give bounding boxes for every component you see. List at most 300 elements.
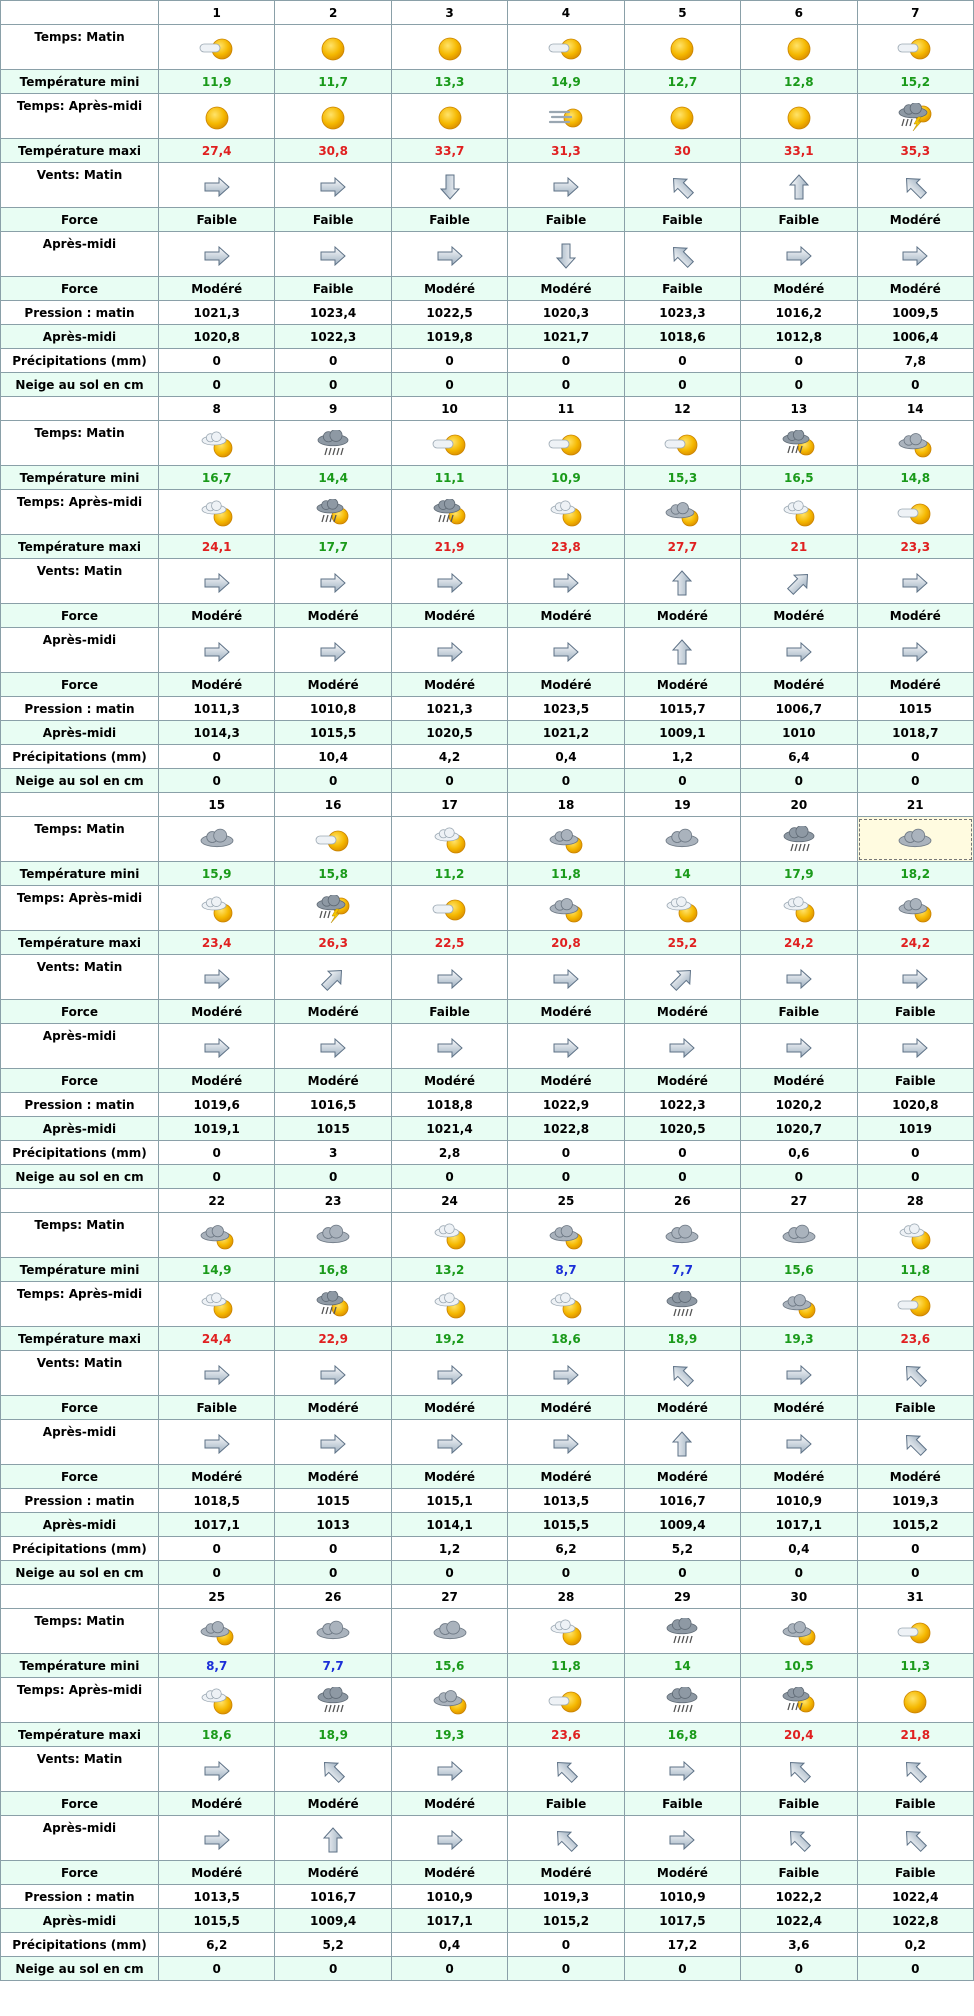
wind-morning-cell <box>391 163 507 208</box>
pressure-morning: 1015 <box>857 697 973 721</box>
wind-afternoon-cell <box>159 1420 275 1465</box>
arrow-east-icon <box>431 1033 469 1063</box>
wind-force-afternoon: Modéré <box>741 673 857 697</box>
arrow-east-icon <box>663 1756 701 1786</box>
day-number: 7 <box>857 1 973 25</box>
weather-afternoon-cell <box>508 1678 624 1723</box>
pressure-morning: 1021,3 <box>391 697 507 721</box>
wind-force-afternoon: Modéré <box>275 1861 391 1885</box>
weather-afternoon-cell <box>275 1282 391 1327</box>
vents-am-label: Après-midi <box>1 1816 159 1861</box>
wind-afternoon-cell <box>275 1816 391 1861</box>
arrow-northwest-icon <box>663 172 701 202</box>
wind-afternoon-cell <box>159 1024 275 1069</box>
precipitation: 0 <box>159 1537 275 1561</box>
temp-maxi-label: Température maxi <box>1 139 159 163</box>
rain-sun-icon <box>780 1687 818 1717</box>
cloud-sun-icon <box>547 1291 585 1321</box>
arrow-east-icon <box>547 172 585 202</box>
week-header-spacer <box>1 793 159 817</box>
cloud-sun-icon <box>780 895 818 925</box>
arrow-east-icon <box>547 568 585 598</box>
wind-force-morning: Faible <box>159 208 275 232</box>
day-number: 18 <box>508 793 624 817</box>
sun-icon <box>431 103 469 133</box>
precipitation: 17,2 <box>624 1933 740 1957</box>
force-label: Force <box>1 1000 159 1024</box>
arrow-northwest-icon <box>547 1825 585 1855</box>
sun-icon <box>780 34 818 64</box>
day-number: 28 <box>508 1585 624 1609</box>
wind-force-morning: Modéré <box>741 1396 857 1420</box>
dark-cloud-sun-icon <box>547 826 585 856</box>
wind-afternoon-cell <box>275 628 391 673</box>
wind-force-afternoon: Modéré <box>159 673 275 697</box>
weather-morning-cell <box>159 1213 275 1258</box>
wind-morning-cell <box>857 1747 973 1792</box>
weather-morning-cell <box>159 421 275 466</box>
weather-afternoon-cell <box>624 1282 740 1327</box>
pressure-afternoon: 1009,4 <box>624 1513 740 1537</box>
sun-icon <box>896 1687 934 1717</box>
day-number: 14 <box>857 397 973 421</box>
arrow-east-icon <box>547 964 585 994</box>
precipitation: 1,2 <box>624 745 740 769</box>
temps-am-label: Temps: Après-midi <box>1 1678 159 1723</box>
wind-force-afternoon: Faible <box>741 1861 857 1885</box>
force-label: Force <box>1 277 159 301</box>
dark-cloud-icon <box>314 1222 352 1252</box>
wind-force-morning: Modéré <box>391 1792 507 1816</box>
dark-cloud-sun-icon <box>547 895 585 925</box>
pressure-afternoon: 1019 <box>857 1117 973 1141</box>
wind-morning-cell <box>159 1351 275 1396</box>
wind-force-morning: Modéré <box>508 1396 624 1420</box>
weather-afternoon-cell <box>741 1678 857 1723</box>
cloud-sun-icon <box>431 1222 469 1252</box>
arrow-east-icon <box>547 637 585 667</box>
pressure-morning: 1019,6 <box>159 1093 275 1117</box>
wind-force-morning: Modéré <box>857 604 973 628</box>
wind-force-afternoon: Modéré <box>275 673 391 697</box>
precipitation: 0,4 <box>391 1933 507 1957</box>
weather-afternoon-cell <box>275 1678 391 1723</box>
wind-force-afternoon: Modéré <box>275 1069 391 1093</box>
pressure-morning: 1010,9 <box>741 1489 857 1513</box>
cloud-sun-icon <box>431 1291 469 1321</box>
pressure-morning: 1006,7 <box>741 697 857 721</box>
pressure-morning: 1015,1 <box>391 1489 507 1513</box>
wind-morning-cell <box>275 955 391 1000</box>
pressure-morning: 1018,5 <box>159 1489 275 1513</box>
pressure-afternoon: 1017,1 <box>391 1909 507 1933</box>
temp-max-value: 23,6 <box>508 1723 624 1747</box>
wind-force-morning: Modéré <box>624 604 740 628</box>
dark-cloud-sun-icon <box>663 499 701 529</box>
wind-afternoon-cell <box>624 1024 740 1069</box>
rain-icon <box>663 1687 701 1717</box>
wind-force-afternoon: Modéré <box>391 277 507 301</box>
partly-sunny-icon <box>431 895 469 925</box>
temp-mini-label: Température mini <box>1 1258 159 1282</box>
weather-morning-cell <box>741 817 857 862</box>
pressure-morning: 1010,9 <box>624 1885 740 1909</box>
weather-morning-cell <box>508 421 624 466</box>
temp-max-value: 33,1 <box>741 139 857 163</box>
weather-morning-cell <box>391 1213 507 1258</box>
wind-afternoon-cell <box>857 1024 973 1069</box>
temp-min-value: 15,6 <box>741 1258 857 1282</box>
arrow-east-icon <box>780 241 818 271</box>
pressure-afternoon: 1018,6 <box>624 325 740 349</box>
precipitation: 0 <box>508 1141 624 1165</box>
cloud-sun-icon <box>663 895 701 925</box>
temp-min-value: 16,5 <box>741 466 857 490</box>
wind-afternoon-cell <box>391 628 507 673</box>
wind-force-afternoon: Modéré <box>624 1465 740 1489</box>
wind-force-afternoon: Modéré <box>508 673 624 697</box>
snow-depth: 0 <box>508 769 624 793</box>
arrow-northeast-icon <box>663 964 701 994</box>
wind-force-afternoon: Modéré <box>624 673 740 697</box>
day-number: 4 <box>508 1 624 25</box>
sun-icon <box>663 103 701 133</box>
arrow-north-icon <box>663 568 701 598</box>
pressure-afternoon: 1015,5 <box>275 721 391 745</box>
day-number: 9 <box>275 397 391 421</box>
wind-afternoon-cell <box>159 1816 275 1861</box>
precipitation: 0 <box>857 1141 973 1165</box>
temp-min-value: 15,3 <box>624 466 740 490</box>
temp-min-value: 7,7 <box>275 1654 391 1678</box>
weather-morning-cell <box>391 1609 507 1654</box>
wind-force-afternoon: Modéré <box>508 1465 624 1489</box>
temp-min-value: 17,9 <box>741 862 857 886</box>
wind-force-morning: Faible <box>741 1792 857 1816</box>
day-number: 5 <box>624 1 740 25</box>
partly-sunny-icon <box>663 430 701 460</box>
temp-min-value: 16,7 <box>159 466 275 490</box>
temp-max-value: 23,3 <box>857 535 973 559</box>
temp-min-value: 18,2 <box>857 862 973 886</box>
pressure-morning: 1022,9 <box>508 1093 624 1117</box>
vents-am-label: Après-midi <box>1 1420 159 1465</box>
dark-cloud-sun-icon <box>896 895 934 925</box>
temp-max-value: 21 <box>741 535 857 559</box>
pressure-morning: 1022,4 <box>857 1885 973 1909</box>
wind-afternoon-cell <box>508 232 624 277</box>
pressure-afternoon: 1020,7 <box>741 1117 857 1141</box>
snow-depth: 0 <box>741 1957 857 1981</box>
pressure-afternoon: 1019,1 <box>159 1117 275 1141</box>
arrow-east-icon <box>431 964 469 994</box>
arrow-north-icon <box>314 1825 352 1855</box>
day-number: 25 <box>508 1189 624 1213</box>
vents-matin-label: Vents: Matin <box>1 955 159 1000</box>
weather-afternoon-cell <box>624 886 740 931</box>
temps-matin-label: Temps: Matin <box>1 1213 159 1258</box>
dark-cloud-icon <box>431 1618 469 1648</box>
partly-sunny-icon <box>547 430 585 460</box>
temp-max-value: 22,5 <box>391 931 507 955</box>
wind-force-afternoon: Faible <box>857 1861 973 1885</box>
wind-force-afternoon: Faible <box>624 277 740 301</box>
pressure-afternoon: 1015,2 <box>857 1513 973 1537</box>
wind-force-afternoon: Modéré <box>391 1069 507 1093</box>
precip-label: Précipitations (mm) <box>1 1537 159 1561</box>
precipitation: 0 <box>391 349 507 373</box>
weather-morning-cell <box>624 25 740 70</box>
weather-afternoon-cell <box>857 490 973 535</box>
wind-morning-cell <box>391 1351 507 1396</box>
snow-depth: 0 <box>159 373 275 397</box>
temp-min-value: 11,8 <box>857 1258 973 1282</box>
wind-force-morning: Modéré <box>857 208 973 232</box>
weather-afternoon-cell <box>159 94 275 139</box>
wind-afternoon-cell <box>508 1420 624 1465</box>
dark-cloud-sun-icon <box>780 1618 818 1648</box>
dark-cloud-icon <box>314 1618 352 1648</box>
precipitation: 0 <box>857 1537 973 1561</box>
wind-morning-cell <box>741 955 857 1000</box>
pressure-afternoon: 1014,1 <box>391 1513 507 1537</box>
wind-afternoon-cell <box>857 628 973 673</box>
temp-min-value: 12,8 <box>741 70 857 94</box>
wind-morning-cell <box>857 955 973 1000</box>
pressure-afternoon: 1022,8 <box>508 1117 624 1141</box>
weather-afternoon-cell <box>857 94 973 139</box>
temps-am-label: Temps: Après-midi <box>1 490 159 535</box>
rain-icon <box>663 1618 701 1648</box>
precipitation: 0 <box>159 349 275 373</box>
pressure-morning: 1023,5 <box>508 697 624 721</box>
pressure-morning: 1015,7 <box>624 697 740 721</box>
pressure-afternoon: 1021,7 <box>508 325 624 349</box>
wind-morning-cell <box>508 1351 624 1396</box>
dark-cloud-icon <box>198 826 236 856</box>
weather-morning-cell <box>275 421 391 466</box>
arrow-northwest-icon <box>896 1825 934 1855</box>
wind-force-afternoon: Modéré <box>624 1861 740 1885</box>
week-header-spacer <box>1 1189 159 1213</box>
day-number: 15 <box>159 793 275 817</box>
snow-depth: 0 <box>391 1561 507 1585</box>
rain-sun-icon <box>780 430 818 460</box>
weather-morning-cell <box>159 25 275 70</box>
day-number: 29 <box>624 1585 740 1609</box>
cloud-sun-icon <box>198 1291 236 1321</box>
day-number: 19 <box>624 793 740 817</box>
arrow-east-icon <box>431 241 469 271</box>
weather-morning-cell <box>624 1213 740 1258</box>
temp-max-value: 18,6 <box>508 1327 624 1351</box>
temp-min-value: 13,2 <box>391 1258 507 1282</box>
wind-force-morning: Modéré <box>275 1396 391 1420</box>
temp-max-value: 24,1 <box>159 535 275 559</box>
pressure-afternoon: 1020,5 <box>391 721 507 745</box>
weather-morning-cell <box>275 1213 391 1258</box>
weather-morning-cell <box>741 1213 857 1258</box>
weather-morning-cell <box>275 817 391 862</box>
pressure-afternoon: 1010 <box>741 721 857 745</box>
temp-min-value: 11,9 <box>159 70 275 94</box>
weather-morning-cell <box>624 817 740 862</box>
temp-max-value: 20,8 <box>508 931 624 955</box>
partly-sunny-icon <box>896 34 934 64</box>
pressure-morning: 1020,8 <box>857 1093 973 1117</box>
weather-afternoon-cell <box>741 1282 857 1327</box>
day-number: 26 <box>624 1189 740 1213</box>
pression-matin-label: Pression : matin <box>1 697 159 721</box>
weather-morning-cell <box>391 25 507 70</box>
weather-afternoon-cell <box>857 886 973 931</box>
neige-label: Neige au sol en cm <box>1 769 159 793</box>
wind-force-morning: Modéré <box>508 604 624 628</box>
pressure-morning: 1009,5 <box>857 301 973 325</box>
arrow-northwest-icon <box>547 1756 585 1786</box>
pressure-afternoon: 1022,8 <box>857 1909 973 1933</box>
force-label: Force <box>1 1792 159 1816</box>
precipitation: 5,2 <box>275 1933 391 1957</box>
arrow-east-icon <box>547 1033 585 1063</box>
wind-force-afternoon: Modéré <box>857 277 973 301</box>
arrow-east-icon <box>780 1360 818 1390</box>
arrow-east-icon <box>896 568 934 598</box>
snow-depth: 0 <box>857 373 973 397</box>
temp-max-value: 27,7 <box>624 535 740 559</box>
weather-afternoon-cell <box>857 1282 973 1327</box>
temp-max-value: 21,8 <box>857 1723 973 1747</box>
partly-sunny-icon <box>896 1291 934 1321</box>
sun-icon <box>198 103 236 133</box>
force-label: Force <box>1 1069 159 1093</box>
snow-depth: 0 <box>275 373 391 397</box>
temp-min-value: 11,2 <box>391 862 507 886</box>
pressure-afternoon: 1020,8 <box>159 325 275 349</box>
weather-afternoon-cell <box>741 94 857 139</box>
arrow-east-icon <box>314 172 352 202</box>
arrow-east-icon <box>896 241 934 271</box>
temp-min-value: 11,7 <box>275 70 391 94</box>
weather-morning-cell <box>159 817 275 862</box>
snow-depth: 0 <box>857 1561 973 1585</box>
temp-min-value: 14,9 <box>508 70 624 94</box>
pression-am-label: Après-midi <box>1 1513 159 1537</box>
temp-maxi-label: Température maxi <box>1 931 159 955</box>
pressure-morning: 1020,2 <box>741 1093 857 1117</box>
wind-force-afternoon: Modéré <box>275 1465 391 1489</box>
arrow-east-icon <box>431 1429 469 1459</box>
storm-icon <box>896 103 934 133</box>
temps-am-label: Temps: Après-midi <box>1 886 159 931</box>
temp-min-value: 15,6 <box>391 1654 507 1678</box>
arrow-northwest-icon <box>663 241 701 271</box>
day-number: 8 <box>159 397 275 421</box>
arrow-north-icon <box>663 637 701 667</box>
pressure-morning: 1019,3 <box>857 1489 973 1513</box>
force-label: Force <box>1 1465 159 1489</box>
snow-depth: 0 <box>624 1561 740 1585</box>
weather-morning-cell <box>159 1609 275 1654</box>
dark-cloud-sun-icon <box>198 1222 236 1252</box>
temps-matin-label: Temps: Matin <box>1 421 159 466</box>
partly-sunny-icon <box>896 1618 934 1648</box>
wind-force-morning: Faible <box>391 1000 507 1024</box>
sun-icon <box>431 34 469 64</box>
snow-depth: 0 <box>275 1561 391 1585</box>
arrow-east-icon <box>780 1033 818 1063</box>
snow-depth: 0 <box>159 769 275 793</box>
pression-matin-label: Pression : matin <box>1 301 159 325</box>
wind-morning-cell <box>508 163 624 208</box>
arrow-east-icon <box>547 1429 585 1459</box>
wind-afternoon-cell <box>741 1420 857 1465</box>
temp-min-value: 14,9 <box>159 1258 275 1282</box>
dark-cloud-icon <box>663 826 701 856</box>
wind-morning-cell <box>741 559 857 604</box>
weather-morning-cell <box>508 25 624 70</box>
wind-morning-cell <box>857 559 973 604</box>
wind-morning-cell <box>624 559 740 604</box>
precipitation: 0 <box>275 349 391 373</box>
temp-max-value: 24,2 <box>857 931 973 955</box>
pressure-morning: 1010,9 <box>391 1885 507 1909</box>
arrow-northwest-icon <box>896 172 934 202</box>
arrow-east-icon <box>780 1429 818 1459</box>
weather-afternoon-cell <box>857 1678 973 1723</box>
weather-afternoon-cell <box>275 490 391 535</box>
weather-afternoon-cell <box>391 1678 507 1723</box>
temp-min-value: 14,4 <box>275 466 391 490</box>
arrow-east-icon <box>314 241 352 271</box>
wind-force-afternoon: Modéré <box>508 1069 624 1093</box>
wind-force-afternoon: Modéré <box>391 673 507 697</box>
pressure-morning: 1015 <box>275 1489 391 1513</box>
pressure-afternoon: 1020,5 <box>624 1117 740 1141</box>
rain-icon <box>314 1687 352 1717</box>
weather-afternoon-cell <box>624 490 740 535</box>
temp-max-value: 21,9 <box>391 535 507 559</box>
temp-max-value: 20,4 <box>741 1723 857 1747</box>
pressure-afternoon: 1017,1 <box>741 1513 857 1537</box>
snow-depth: 0 <box>741 1561 857 1585</box>
temp-min-value: 14,8 <box>857 466 973 490</box>
wind-morning-cell <box>624 955 740 1000</box>
temp-max-value: 18,9 <box>275 1723 391 1747</box>
pressure-afternoon: 1017,1 <box>159 1513 275 1537</box>
dark-cloud-sun-icon <box>780 1291 818 1321</box>
temp-mini-label: Température mini <box>1 466 159 490</box>
arrow-east-icon <box>198 1033 236 1063</box>
precipitation: 0 <box>508 349 624 373</box>
pressure-afternoon: 1013 <box>275 1513 391 1537</box>
wind-force-morning: Faible <box>624 208 740 232</box>
force-label: Force <box>1 208 159 232</box>
temp-max-value: 31,3 <box>508 139 624 163</box>
wind-morning-cell <box>391 1747 507 1792</box>
wind-force-afternoon: Modéré <box>508 277 624 301</box>
precipitation: 3,6 <box>741 1933 857 1957</box>
wind-afternoon-cell <box>275 1420 391 1465</box>
precipitation: 5,2 <box>624 1537 740 1561</box>
neige-label: Neige au sol en cm <box>1 1165 159 1189</box>
temps-matin-label: Temps: Matin <box>1 25 159 70</box>
day-number: 10 <box>391 397 507 421</box>
pression-matin-label: Pression : matin <box>1 1489 159 1513</box>
snow-depth: 0 <box>159 1957 275 1981</box>
temp-max-value: 16,8 <box>624 1723 740 1747</box>
wind-force-afternoon: Modéré <box>741 1465 857 1489</box>
